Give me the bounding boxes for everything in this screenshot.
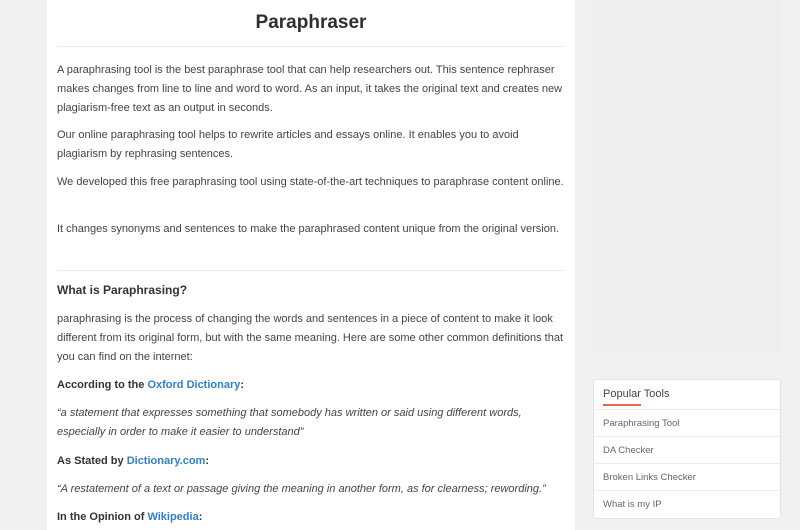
section-body: paraphrasing is the process of changing the words and sentences in a piece of content to make it look different from its original form, but with the same meaning. Here are some other common definitions that you can find on the internet: [57, 313, 564, 363]
tool-link-paraphrasing[interactable]: Paraphrasing Tool [594, 409, 780, 436]
intro-paragraph-1: A paraphrasing tool is the best paraphrase tool that can help researchers out. This sentence rephraser makes changes from line to line and word to word. As an input, it takes the original text and creates new plagiarism-free text as an output in seconds. [57, 64, 563, 114]
oxford-dictionary-link[interactable]: Oxford Dictionary [147, 379, 241, 391]
ad-placeholder [592, 0, 780, 352]
definition-suffix: : [198, 511, 203, 523]
divider [57, 270, 565, 271]
tool-link-da-checker[interactable]: DA Checker [594, 436, 780, 463]
widget-title-underline [603, 404, 641, 406]
definition-quote-dictionary: “A restatement of a text or passage giving the meaning in another form, as for clearness; rewording.” [57, 483, 546, 495]
definition-suffix: : [205, 455, 210, 467]
tool-link-broken-links[interactable]: Broken Links Checker [594, 463, 780, 490]
popular-tools-widget [593, 379, 781, 519]
dictionary-com-link[interactable]: Dictionary.com [126, 455, 206, 467]
definition-suffix: : [240, 379, 245, 391]
intro-paragraph-2: Our online paraphrasing tool helps to rewrite articles and essays online. It enables you to avoid plagiarism by rephrasing sentences. [57, 129, 519, 160]
definition-source-dictionary [57, 455, 565, 467]
definition-quote-oxford: “a statement that expresses something that somebody has written or said using different words, especially in order to make it easier to understand” [57, 407, 522, 438]
wikipedia-link[interactable]: Wikipedia [147, 511, 199, 523]
intro-paragraph-4: It changes synonyms and sentences to make the paraphrased content unique from the original version. [57, 223, 560, 235]
section-heading: What is Paraphrasing? [57, 283, 188, 297]
tool-link-what-is-my-ip[interactable]: What is my IP [594, 490, 780, 517]
definition-prefix: In the Opinion of [57, 511, 148, 523]
definition-prefix: According to the [57, 379, 148, 391]
article-card [47, 0, 575, 530]
definition-prefix: As Stated by [57, 455, 127, 467]
page-title: Paraphraser [255, 12, 367, 33]
definition-source-oxford [57, 379, 565, 391]
widget-title: Popular Tools [603, 388, 670, 400]
divider [57, 46, 565, 47]
definition-source-wikipedia [57, 511, 565, 523]
intro-paragraph-3: We developed this free paraphrasing tool using state-of-the-art techniques to paraphrase content online. [57, 176, 564, 188]
